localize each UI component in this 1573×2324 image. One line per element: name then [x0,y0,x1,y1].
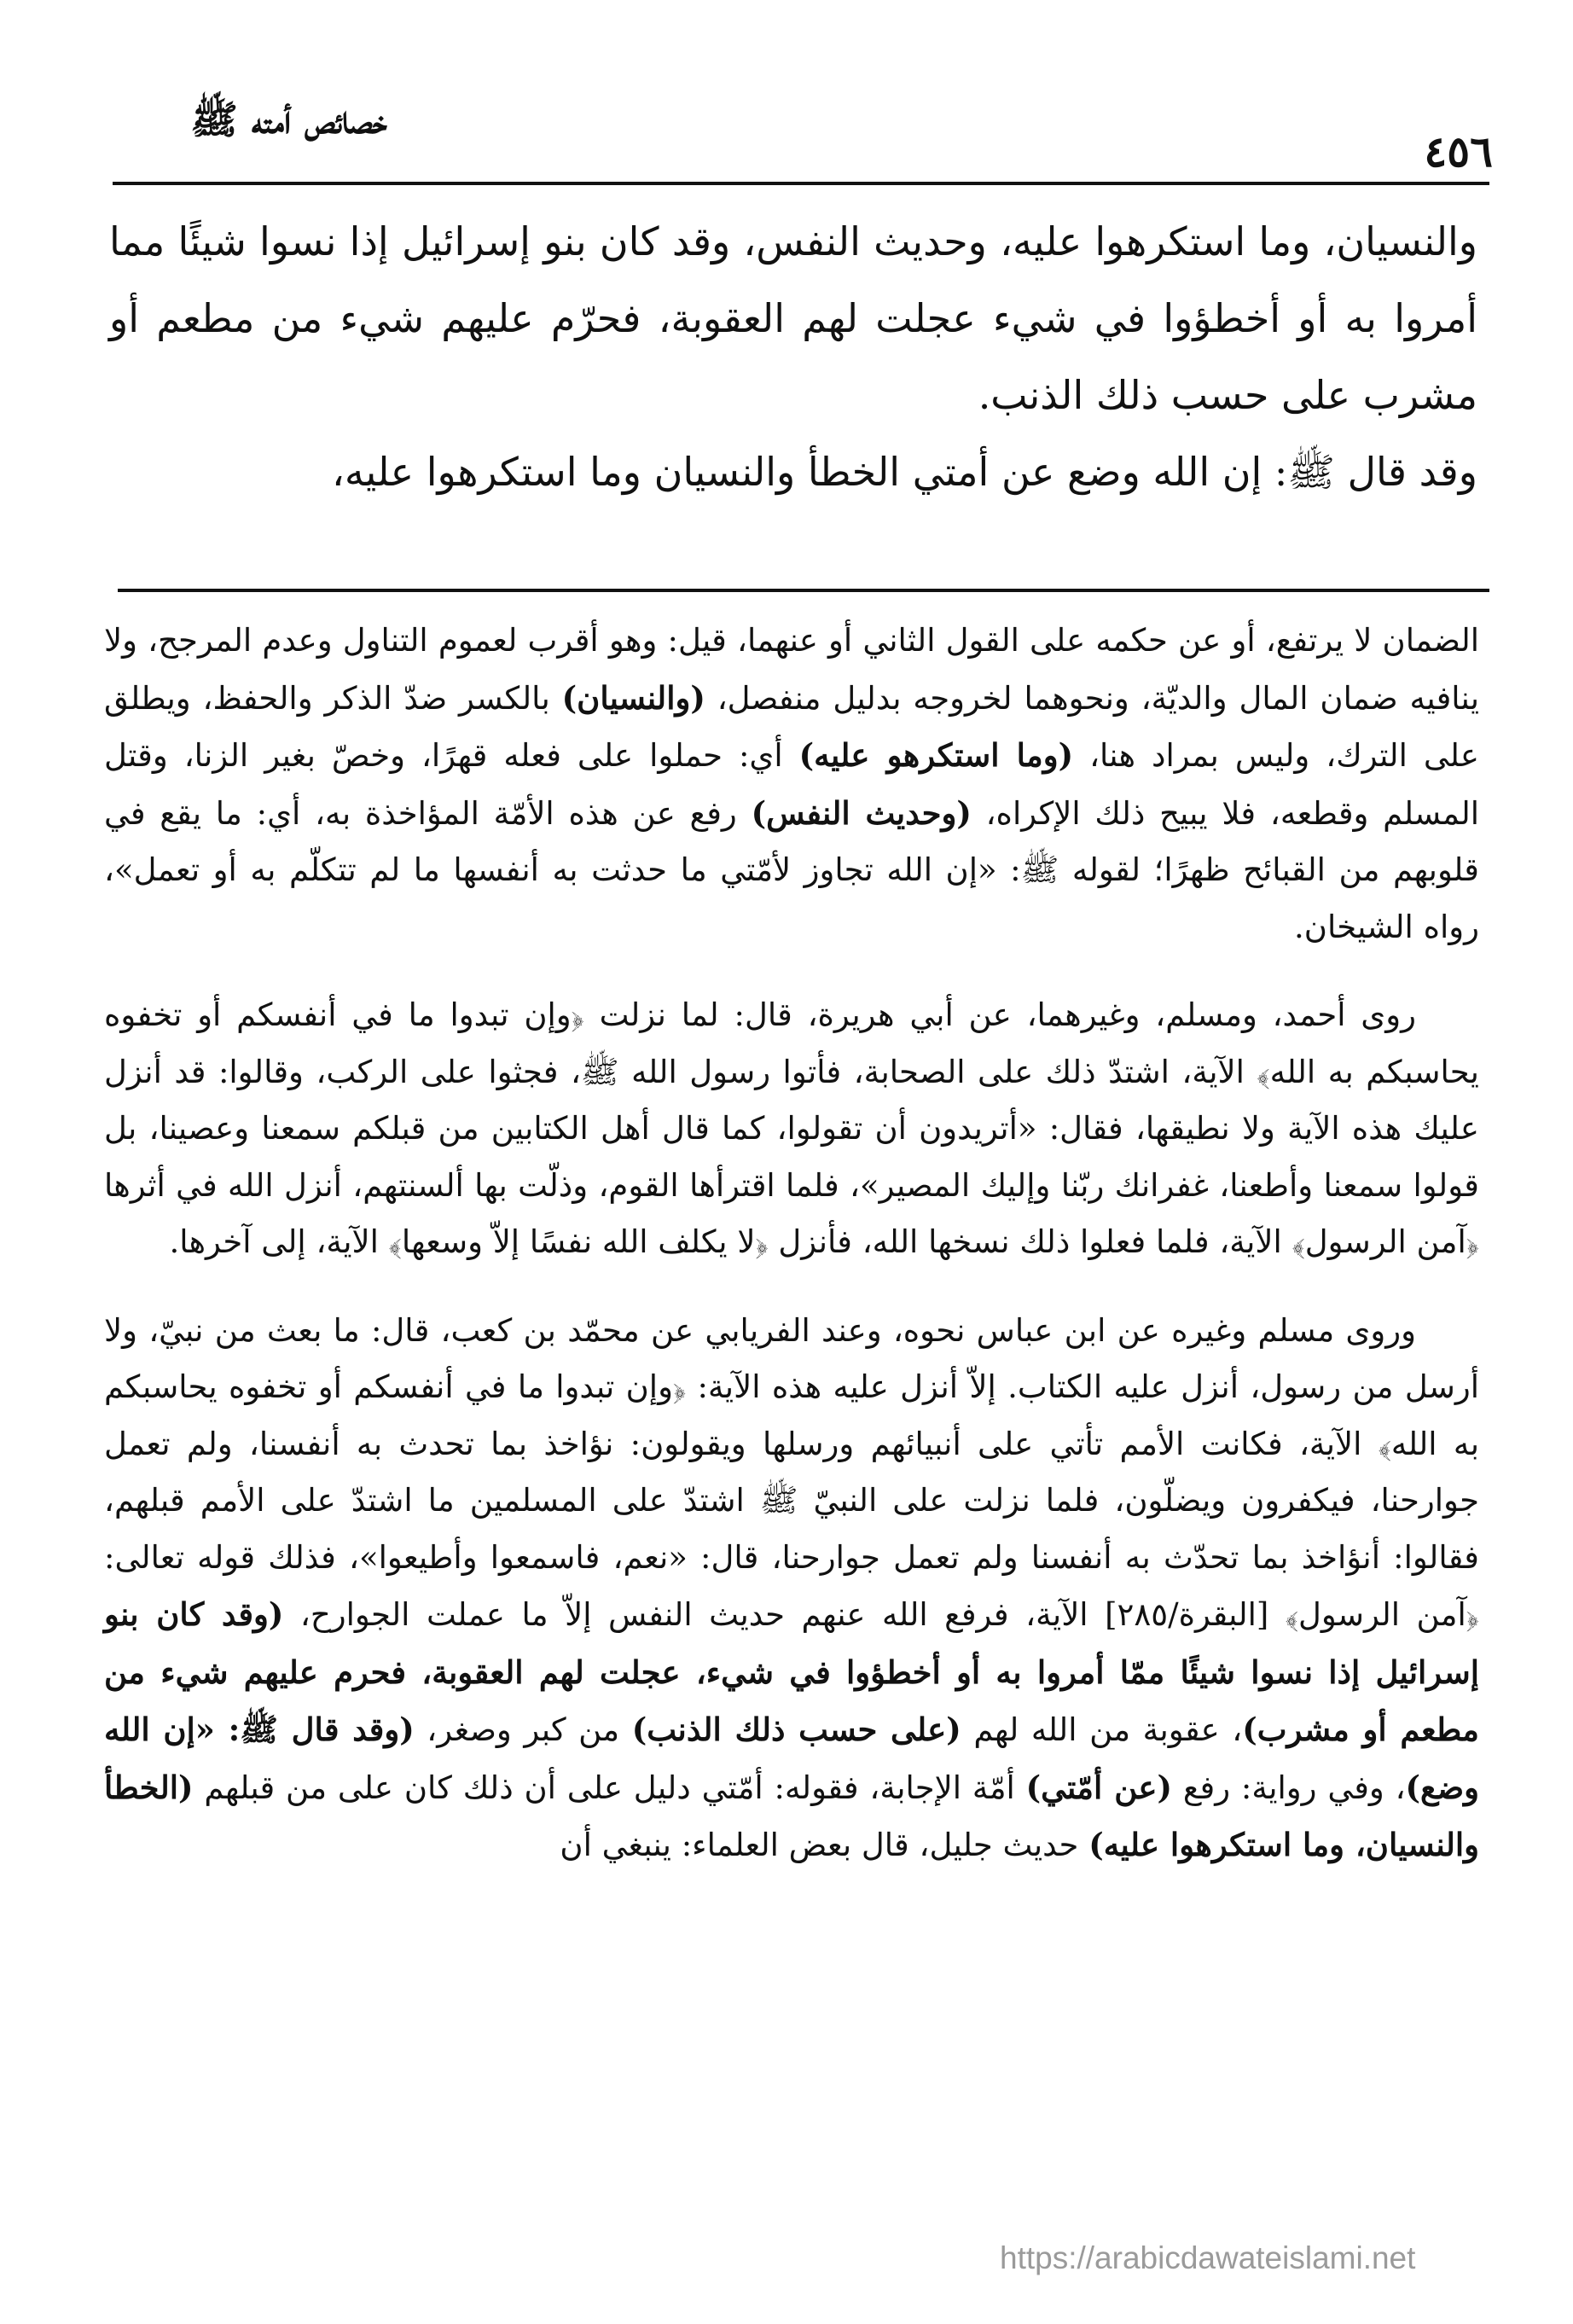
header-rule [113,182,1489,185]
commentary-divider [118,589,1489,592]
commentary-text: ، وفي رواية: رفع [1171,1769,1406,1806]
commentary-bold-phrase: (وقد قال ﷺ: «إن الله وضع) [104,1711,1480,1806]
commentary-bold-phrase: (وقد كان بنو إسرائيل إذا نسوا شيئًا ممّا أمروا به أو أخطؤوا في شيء، عجلت لهم العقوبة، فحرم عليهم شيء من مطعم أو مشرب) [104,1595,1479,1748]
page-number: ٤٥٦ [1424,126,1493,177]
commentary-text: أي: حملوا على فعله قهرًا، وخصّ بغير الزنا، وقتل المسلم وقطعه، فلا يبيح ذلك الإكراه، [104,737,1479,832]
commentary-paragraph [104,1303,1479,1874]
commentary-bold-phrase: (الخطأ والنسيان، وما استكرهوا عليه) [104,1768,1479,1863]
commentary-text: من كبر وصغر، [414,1711,632,1748]
commentary-bold-phrase: (والنسيان) [561,678,705,717]
commentary-text: الضمان لا يرتفع، أو عن حكمه على القول الثاني أو عنهما، قيل: وهو أقرب لعموم التناول وعدم المرجح، ولا ينافيه ضمان المال والديّة، ونحوهما لخروجه بدليل منفصل، [104,622,1479,717]
commentary-paragraph [104,613,1479,956]
main-paragraph: وقد قال ﷺ: إن الله وضع عن أمتي الخطأ والنسيان وما استكرهوا عليه، [332,449,1477,495]
commentary-bold-phrase: (على حسب ذلك الذنب) [631,1711,961,1748]
main-paragraph: والنسيان، وما استكرهوا عليه، وحديث النفس، وقد كان بنو إسرائيل إذا نسوا شيئًا مما أمروا به أو أخطؤوا في شيء عجلت لهم العقوبة، فحرّم عليهم شيء من مطعم أو مشرب على حسب ذلك الذنب. [109,218,1477,418]
commentary-paragraph: روى أحمد، ومسلم، وغيرهما، عن أبي هريرة، قال: لما نزلت ﴿وإن تبدوا ما في أنفسكم أو تخفوه يحاسبكم به الله﴾ الآية، اشتدّ ذلك على الصحابة، فأتوا رسول الله ﷺ، فجثوا على الركب، وقالوا: قد أنزل عليك هذه الآية ولا نطيقها، فقال: «أتريدون أن تقولوا، كما قال أهل الكتابين من قبلكم سمعنا وعصينا، بل قولوا سمعنا وأطعنا، غفرانك ربّنا وإليك المصير»، فلما اقترأها القوم، وذلّت بها ألسنتهم، أنزل الله في أثرها ﴿آمن الرسول﴾ الآية، فلما فعلوا ذلك نسخها الله، فأنزل ﴿لا يكلف الله نفسًا إلاّ وسعها﴾ الآية، إلى آخرها. [104,996,1479,1260]
commentary-text: أمّة الإجابة، فقوله: أمّتي دليل على أن ذلك كان على من قبلهم [193,1769,1026,1806]
commentary-block [104,613,1479,1874]
main-text-block [109,203,1477,510]
commentary-text: حديث جليل، قال بعض العلماء: ينبغي أن [560,1827,1089,1863]
commentary-bold-phrase: (وما استكرهو عليه) [798,736,1074,774]
commentary-text: ، عقوبة من الله لهم [961,1711,1243,1748]
commentary-text: وروى مسلم وغيره عن ابن عباس نحوه، وعند الفريابي عن محمّد بن كعب، قال: ما بعث من نبيّ، ولا أرسل من رسول، أنزل عليه الكتاب. إلاّ أنزل عليه هذه الآية: ﴿وإن تبدوا ما في أنفسكم أو تخفوه يحاسبكم به الله﴾ الآية، فكانت الأمم تأتي على أنبيائهم ورسلها ويقولون: نؤاخذ بما تحدث به أنفسنا، ولم تعمل جوارحنا، فيكفرون ويضلّون، فلما نزلت على النبيّ ﷺ اشتدّ على المسلمين ما اشتدّ على الأمم قبلهم، فقالوا: أنؤاخذ بما تحدّث به أنفسنا ولم تعمل جوارحنا، قال: «نعم، فاسمعوا وأطيعوا»، فذلك قوله تعالى: ﴿آمن الرسول﴾ [البقرة/٢٨٥] الآية، فرفع الله عنهم حديث النفس إلاّ ما عملت الجوارح، [104,1311,1479,1633]
site-watermark: https://arabicdawateislami.net [1000,2240,1416,2275]
commentary-text: رفع عن هذه الأمّة المؤاخذة به، أي: ما يقع في قلوبهم من القبائح ظهرًا؛ لقوله ﷺ: «إن الله تجاوز لأمّتي ما حدثت به أنفسها ما لم تتكلّم به أو تعمل»، رواه الشيخان. [104,794,1479,945]
running-header-title: خصائص أمته ﷺ [190,96,387,142]
commentary-bold-phrase: (عن أمّتي) [1025,1768,1172,1806]
commentary-bold-phrase: (وحديث النفس) [751,793,972,832]
commentary-text: بالكسر ضدّ الذكر والحفظ، ويطلق على الترك، وليس بمراد هنا، [104,679,1479,774]
